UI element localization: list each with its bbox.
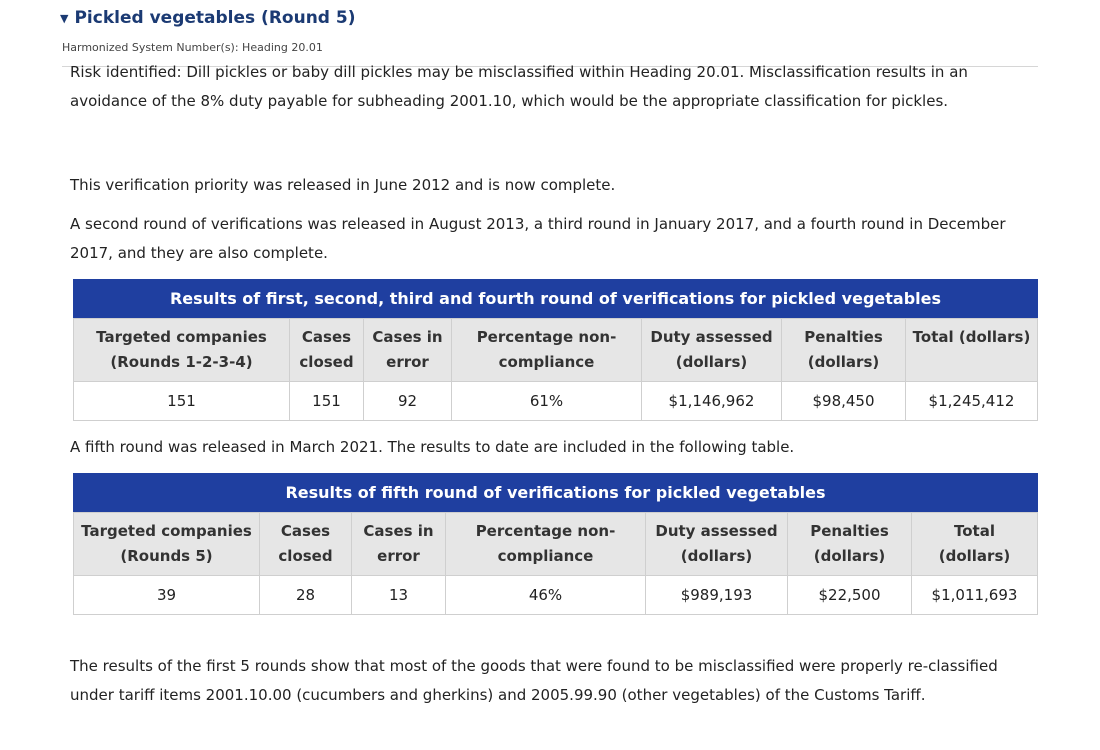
table-caption: Results of fifth round of verifications for pickled vegetables bbox=[73, 473, 1038, 512]
results-table-round-5 bbox=[73, 473, 1038, 615]
table-cell: 61% bbox=[452, 382, 642, 421]
results-table-rounds-1-4 bbox=[73, 279, 1038, 421]
column-header: Targeted companies (Rounds 1-2-3-4) bbox=[74, 319, 290, 382]
column-header: Cases closed bbox=[260, 513, 352, 576]
table-header-row bbox=[74, 513, 1038, 576]
column-header: Duty assessed (dollars) bbox=[646, 513, 788, 576]
table-cell: 28 bbox=[260, 576, 352, 615]
table-cell: 151 bbox=[290, 382, 364, 421]
column-header: Duty assessed (dollars) bbox=[642, 319, 782, 382]
table-cell: $1,146,962 bbox=[642, 382, 782, 421]
section-title: Pickled vegetables (Round 5) bbox=[74, 8, 356, 28]
section-toggle[interactable] bbox=[60, 8, 355, 28]
column-header: Percentage non-compliance bbox=[452, 319, 642, 382]
table-header-row bbox=[74, 319, 1038, 382]
column-header: Percentage non-compliance bbox=[446, 513, 646, 576]
table-cell: 13 bbox=[352, 576, 446, 615]
second-round-paragraph: A second round of verifications was released in August 2013, a third round in January 2017, and a fourth round in December 2017, and they are also complete. bbox=[70, 215, 1006, 262]
table-cell: 39 bbox=[74, 576, 260, 615]
table-cell: 46% bbox=[446, 576, 646, 615]
risk-paragraph: Risk identified: Dill pickles or baby dill pickles may be misclassified within Heading 20.01. Misclassification results in an avoidance of the 8% duty payable for subheading 2001.10, which would be the appropriate classification for pickles. bbox=[70, 63, 968, 110]
table-cell: $1,011,693 bbox=[912, 576, 1038, 615]
table-cell: 151 bbox=[74, 382, 290, 421]
table-cell: 92 bbox=[364, 382, 452, 421]
release-paragraph: This verification priority was released in June 2012 and is now complete. bbox=[70, 176, 616, 194]
column-header: Penalties (dollars) bbox=[788, 513, 912, 576]
table-cell: $98,450 bbox=[782, 382, 906, 421]
fifth-round-paragraph: A fifth round was released in March 2021. The results to date are included in the following table. bbox=[70, 438, 795, 456]
column-header: Total (dollars) bbox=[906, 319, 1038, 382]
conclusion-paragraph: The results of the first 5 rounds show that most of the goods that were found to be misclassified were properly re-classified under tariff items 2001.10.00 (cucumbers and gherkins) and 2005.99.90 (other vegetables) of the Customs Tariff. bbox=[70, 657, 998, 704]
caret-down-icon: ▼ bbox=[60, 11, 69, 25]
hs-number: Harmonized System Number(s): Heading 20.01 bbox=[62, 41, 323, 54]
table-cell: $1,245,412 bbox=[906, 382, 1038, 421]
table-cell: $989,193 bbox=[646, 576, 788, 615]
column-header: Targeted companies (Rounds 5) bbox=[74, 513, 260, 576]
table-caption: Results of first, second, third and fourth round of verifications for pickled vegetables bbox=[73, 279, 1038, 318]
table-cell: $22,500 bbox=[788, 576, 912, 615]
table-row bbox=[74, 576, 1038, 615]
column-header: Cases in error bbox=[352, 513, 446, 576]
column-header: Total (dollars) bbox=[912, 513, 1038, 576]
column-header: Cases in error bbox=[364, 319, 452, 382]
column-header: Penalties (dollars) bbox=[782, 319, 906, 382]
table-row bbox=[74, 382, 1038, 421]
column-header: Cases closed bbox=[290, 319, 364, 382]
